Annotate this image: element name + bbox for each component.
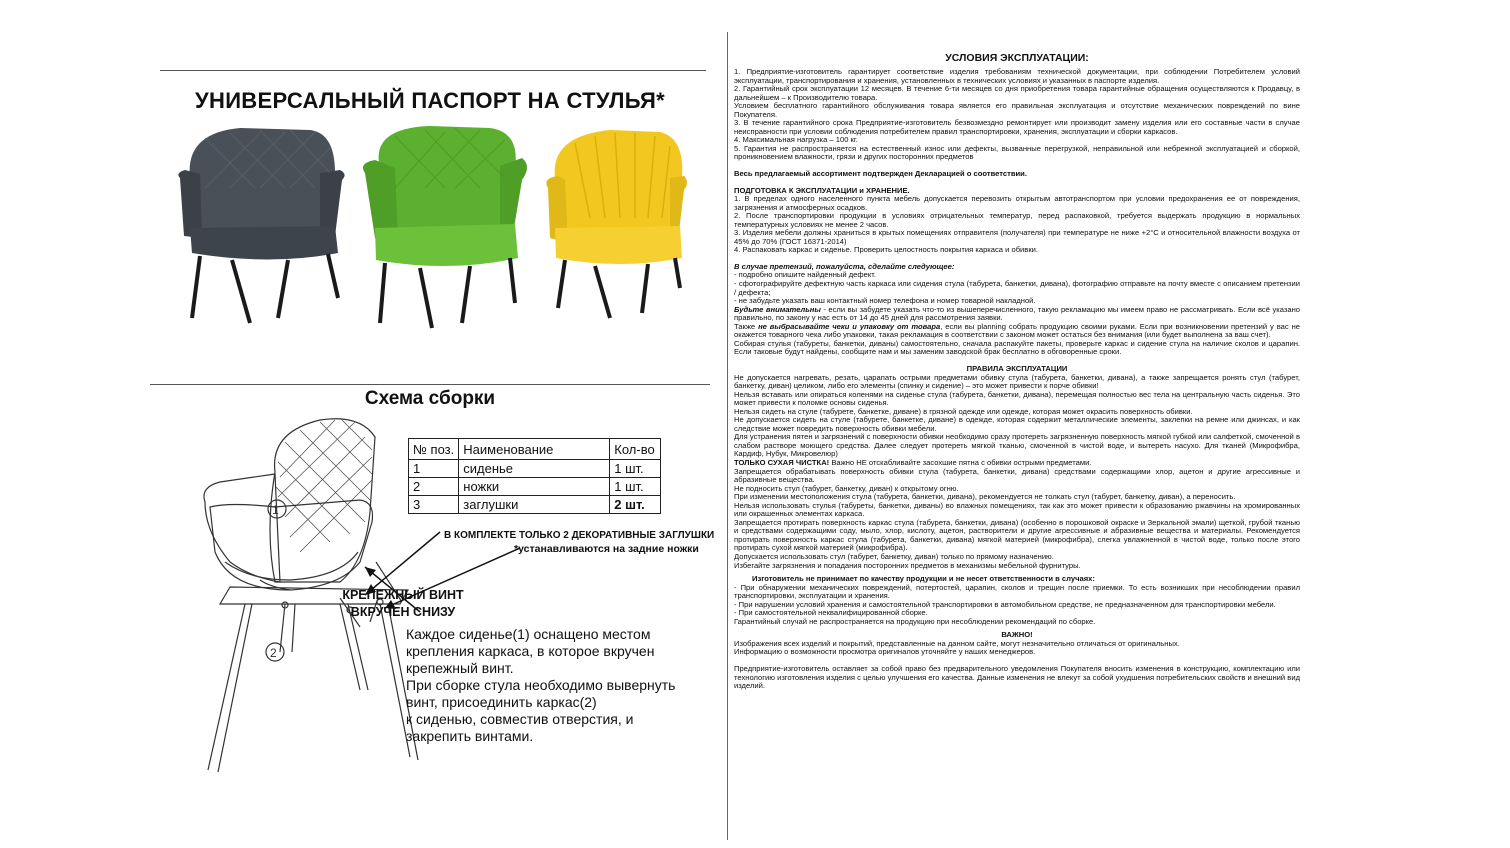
declaration-note: Весь предлагаемый ассортимент подтвержден Декларацией о соответствии. bbox=[734, 169, 1027, 179]
rules-item: Для устранения пятен и загрязнений с поверхности обивки необходимо сразу протереть загрязненную поверхность мягкой губкой или салфеткой, смоченной в слабом растворе моющего средства. Далее следует протереть мягкой тканью, смоченной в чистой воде, и вытереть насухо. Для тканей (Микрофибра, Кардиф, Нубук, Микровелюр) bbox=[734, 432, 1300, 459]
rules-item: Не подносить стул (табурет, банкетку, диван) к открытому огню. bbox=[734, 483, 959, 493]
conditions-heading: УСЛОВИЯ ЭКСПЛУАТАЦИИ: bbox=[945, 52, 1089, 64]
screw-label-line2: ВКРУЧЕН СНИЗУ bbox=[350, 605, 456, 619]
chair-photos bbox=[170, 118, 690, 348]
col-name-header: Наименование bbox=[459, 439, 610, 460]
important-item: Информацию о возможности просмотра оригиналов уточняйте у наших менеджеров. bbox=[734, 647, 1036, 657]
assembly-line: винт, присоединить каркас(2) bbox=[406, 694, 597, 710]
claims-item: - подробно опишите найденный дефект. bbox=[734, 270, 876, 280]
final-note: Предприятие-изготовитель оставляет за собой право без предварительного уведомления Покупателя вносить изменения в конструкцию, комплектацию или технологию изготовления изделия с целью улучшения его качества. Данные изменения не влекут за собой ухудшения потребительских свойств и внешний вид изделий. bbox=[734, 664, 1300, 691]
attention-label: Будьте внимательны bbox=[734, 304, 821, 314]
attention-text: - если вы забудете указать что-то из вышеперечисленного, такую рекламацию мы имеем право не рассматривать. Если всё указано правильно, по закону у нас есть от 14 до 45 дней для рассмотрения заявки. bbox=[734, 304, 1300, 323]
receipt-text: , если вы planning собрать продукцию своими руками. Если при возникновении претензий у вас не окажется товарного чека либо упаковки, такая рекламация в соответствии с законом может остаться без внимания (или будет выполнена за ваш счет). bbox=[734, 321, 1301, 340]
rules-item: Не допускается нагревать, резать, царапать острыми предметами обивку стула (табурета, банкетки, дивана), а также запрещается ронять стул (табурет, банкетку, диван) целиком, либо его элементы (спинку и сидение) – это может привести к порче обивки! bbox=[734, 372, 1300, 391]
receipt-paragraph bbox=[734, 323, 1300, 340]
row-name: заглушки bbox=[459, 496, 610, 514]
condition-item: 1. Предприятие-изготовитель гарантирует соответствие изделия требованиям технической документации, при соблюдении Потребителем условий эксплуатации, транспортирования и хранения, установленных в технических условиях и указанных в паспорте изделия. bbox=[734, 67, 1300, 85]
scheme-title: Схема сборки bbox=[364, 388, 496, 409]
assembly-line: к сиденью, совместив отверстия, и bbox=[406, 711, 634, 727]
not-accepted-heading: Изготовитель не принимает по качеству продукции и не несет ответственности в случаях: bbox=[752, 574, 1095, 584]
rules-item: Запрещается протирать поверхность каркас стула (табурета, банкетки, дивана) (особенно в порошковой окраске и Зеркальной эмали) щеткой, грубой тканью и средствами содержащими соду, мыло, хлор, кислоту, ацетон, растворители и другие агрессивные и абразивные вещества и материалы. Рекомендуется протирать поверхность каркас стула (табурета, банкетки, дивана) мягкой материей (микрофибра), слегка увлажненной в чистой воде, только после этого протирать сухой мягкой материей (микрофибра). bbox=[734, 517, 1300, 553]
prep-item: 2. После транспортировки продукции в условиях отрицательных температур, перед распаковкой, требуется выдержать продукцию в нормальных температурных условиях не менее 2 часов. bbox=[734, 211, 1300, 229]
condition-item: 2. Гарантийный срок эксплуатации 12 месяцев. В течение 6-ти месяцев со дня приобретения товара гарантийные обращения осуществляются к Продавцу, в дальнейшем – к Производителю товара. bbox=[734, 84, 1300, 102]
prep-item: 4. Распаковать каркас и сиденье. Проверить целостность покрытия каркаса и обивки. bbox=[734, 245, 1039, 255]
row-number: 2 bbox=[409, 478, 459, 496]
row-qty: 2 шт. bbox=[610, 496, 661, 514]
yellow-chair-image bbox=[546, 130, 687, 318]
table-row bbox=[409, 496, 661, 514]
row-number: 1 bbox=[409, 460, 459, 478]
parts-table bbox=[408, 438, 661, 514]
parts-table-header bbox=[409, 439, 661, 460]
assembly-line: крепления каркаса, в которое вкручен bbox=[406, 643, 655, 659]
screw-label-line1: КРЕПЕЖНЫЙ ВИНТ bbox=[342, 588, 464, 602]
prep-heading: ПОДГОТОВКА К ЭКСПЛУАТАЦИИ и ХРАНЕНИЕ. bbox=[734, 185, 910, 195]
row-qty: 1 шт. bbox=[610, 460, 661, 478]
table-row bbox=[409, 460, 661, 478]
callout-1-label: 1 bbox=[272, 503, 279, 517]
col-qty-header: Кол-во bbox=[610, 439, 661, 460]
rules-item: Запрещается обрабатывать поверхность обивки стула (табурета, банкетки, дивана) средствами содержащими хлор, ацетон и другие агрессивные и абразивные вещества. bbox=[734, 466, 1300, 485]
condition-item: Условием бесплатного гарантийного обслуживания товара является его правильная эксплуатация и отсутствие механических повреждений по вине Покупателя. bbox=[734, 101, 1300, 119]
assembly-description bbox=[406, 626, 706, 745]
assembly-line: При сборке стула необходимо вывернуть bbox=[406, 677, 676, 693]
not-accepted-item: - При нарушении условий хранения и самостоятельной транспортировки в автомобильном средстве, не предназначенном для транспортировки мебели. bbox=[734, 599, 1276, 609]
rules-item: При изменении местоположения стула (табурета, банкетки, дивана), рекомендуется не толкать стул (табурет, банкетку, диван), а переносить. bbox=[734, 492, 1236, 502]
claims-item: - не забудьте указать ваш контактный номер телефона и номер товарной накладной. bbox=[734, 296, 1036, 306]
rules-item: Нельзя использовать стулья (табуреты, банкетки, диваны) во влажных помещениях, так как это может привести к образованию ржавчины на хромированных или окрашенных элементах каркаса. bbox=[734, 500, 1300, 519]
row-name: ножки bbox=[459, 478, 610, 496]
callout-2-label: 2 bbox=[270, 646, 277, 660]
table-row bbox=[409, 478, 661, 496]
rules-item: Допускается использовать стул (табурет, банкетку, диван) только по прямому назначению. bbox=[734, 551, 1054, 561]
not-accepted-item: - При самостоятельной неквалифицированной сборке. bbox=[734, 608, 928, 618]
assembly-line: Каждое сиденье(1) оснащено местом bbox=[406, 626, 651, 642]
left-column bbox=[150, 0, 715, 848]
assembly-line: закрепить винтами. bbox=[406, 728, 534, 744]
condition-item: 3. В течение гарантийного срока Предприятие-изготовитель безвозмездно ремонтирует или производит замену изделия или его составные части в случае неисправности при условии соблюдения потребителем правил транспортировки, хранения, эксплуатации и сборки каркасов. bbox=[734, 118, 1300, 136]
rules-heading: ПРАВИЛА ЭКСПЛУАТАЦИИ bbox=[966, 363, 1068, 373]
green-chair-image bbox=[363, 126, 527, 328]
plugs-subnote: *устанавливаются на задние ножки bbox=[514, 543, 699, 555]
dry-clean-label: ТОЛЬКО СУХАЯ ЧИСТКА! bbox=[734, 457, 830, 467]
receipt-label: не выбрасывайте чеки и упаковку от товара bbox=[758, 321, 941, 331]
assembly-line: крепежный винт. bbox=[406, 660, 514, 676]
claims-heading: В случае претензий, пожалуйста, сделайте следующее: bbox=[734, 261, 955, 271]
important-heading: ВАЖНО! bbox=[1001, 630, 1033, 640]
middle-divider bbox=[150, 384, 710, 385]
row-qty: 1 шт. bbox=[610, 478, 661, 496]
rules-item: Не допускается сидеть на стуле (табурете, банкетке, диване) в одежде, которая содержит металлические элементы, заклепки на ремне или джинсах, и как следствие может повредить поверхность обивки мебели. bbox=[734, 415, 1300, 433]
row-name: сиденье bbox=[459, 460, 610, 478]
condition-item: 4. Максимальная нагрузка – 100 кг. bbox=[734, 135, 858, 145]
col-number-header: № поз. bbox=[409, 439, 459, 460]
rules-item: Нельзя сидеть на стуле (табурете, банкетке, диване) в грязной одежде или одежде, которая может окрасить поверхность обивки. bbox=[734, 406, 1193, 416]
assembly-check: Собирая стулья (табуреты, банкетки, диваны) самостоятельно, сначала распакуйте пакеты, проверьте каркас и сидение стула на наличие сколов и царапин. Если таковые будут найдены, сообщите нам и мы заменим заводской брак бесплатно в обговоренные сроки. bbox=[734, 338, 1300, 357]
plugs-note: В КОМПЛЕКТЕ ТОЛЬКО 2 ДЕКОРАТИВНЫЕ ЗАГЛУШКИ bbox=[444, 530, 715, 541]
row-number: 3 bbox=[409, 496, 459, 514]
grey-chair-image bbox=[178, 128, 344, 323]
rules-item: Нельзя вставать или опираться коленями на сиденье стула (табурета, банкетки, дивана), перемещая полностью вес тела на центральную часть сиденья. Это может привести к поломке основы сиденья. bbox=[734, 389, 1300, 408]
claims-item: - сфотографируйте дефектную часть каркаса или сидения стула (табурета, банкетки, дивана), фотографию отправьте на почту вместе с описанием претензии / дефекта; bbox=[734, 279, 1300, 297]
column-divider bbox=[727, 32, 728, 840]
prep-item: 3. Изделия мебели должны храниться в крытых помещениях отправителя (получателя) при температуре не ниже +2°С и относительной влажности воздуха от 45% до 70% (ГОСТ 16371-2014) bbox=[734, 228, 1300, 246]
prep-item: 1. В пределах одного населенного пункта мебель допускается перевозить открытым автотранспортом при условии предохранения ее от повреждения, загрязнения и атмосферных осадков. bbox=[734, 194, 1300, 212]
right-column bbox=[734, 52, 1300, 691]
condition-item: 5. Гарантия не распространяется на естественный износ или дефекты, вызванные перегрузкой, неправильной или небрежной эксплуатацией и сборкой, проникновением влажности, грязи и других посторонних предметов bbox=[734, 143, 1300, 162]
not-accepted-item: - При обнаружении механических повреждений, потертостей, царапин, сколов и трещин после приемки. То есть возникших при несоблюдении правил транспортировки, эксплуатации и хранения. bbox=[734, 582, 1300, 601]
dry-clean-text: Важно НЕ отскабливайте засохшие пятна с обивки острыми предметами. bbox=[829, 457, 1092, 467]
important-item: Изображения всех изделий и покрытий, представленные на данном сайте, могут незначительно отличаться от оригинальных. bbox=[734, 638, 1180, 648]
screw-label bbox=[338, 587, 468, 621]
attention-paragraph bbox=[734, 306, 1300, 323]
receipt-pre: Также bbox=[734, 321, 759, 331]
page-title: УНИВЕРСАЛЬНЫЙ ПАСПОРТ НА СТУЛЬЯ* bbox=[195, 88, 665, 113]
rules-item: Избегайте загрязнения и попадания посторонних предметов в механизмы мебельной фурнитуры. bbox=[734, 560, 1081, 570]
top-divider bbox=[160, 70, 706, 71]
not-accepted-item: Гарантийный случай не распространяется на продукцию при несоблюдении рекомендаций по сборке. bbox=[734, 616, 1096, 626]
